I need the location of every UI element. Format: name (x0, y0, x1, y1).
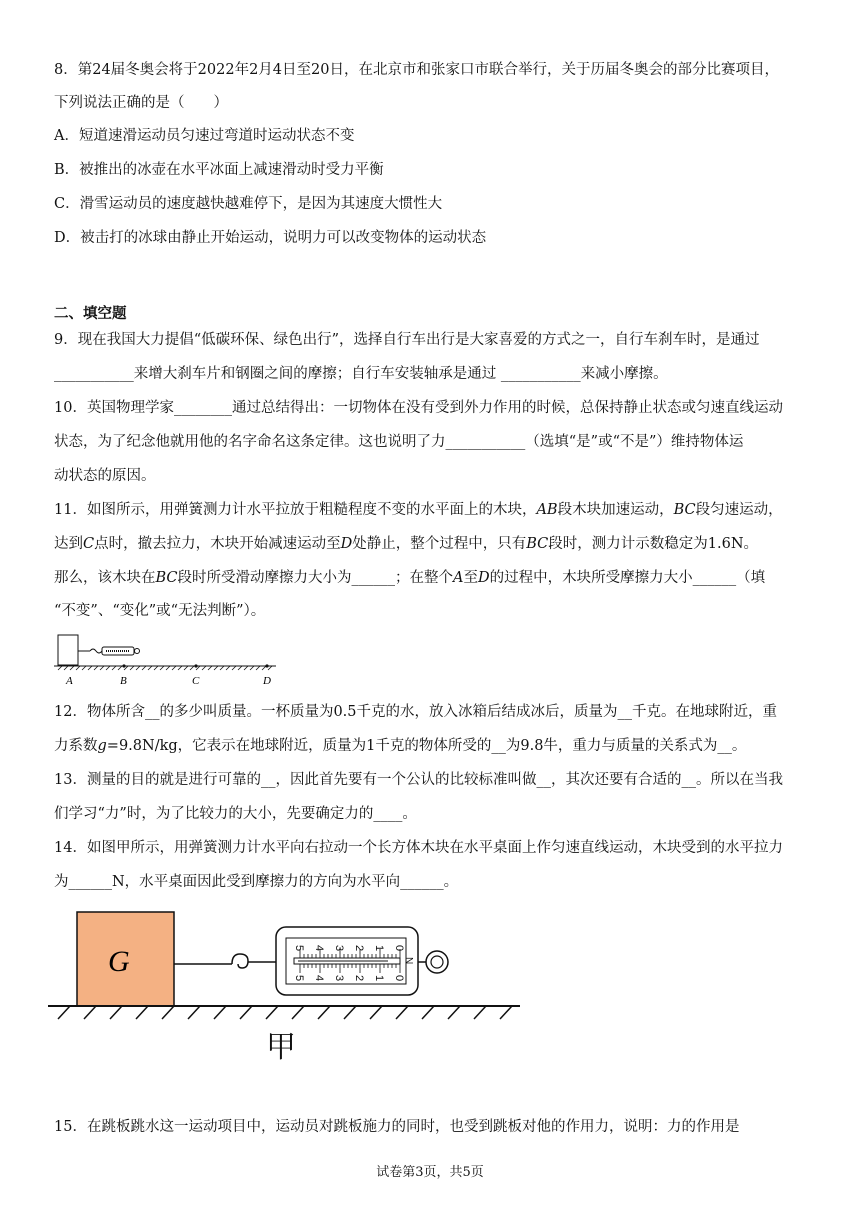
q14-scale-unit: N (403, 957, 414, 965)
q14-scale-2-bottom: 2 (353, 975, 365, 982)
q8-line-2: 下列说法正确的是（ ） (54, 95, 228, 111)
q13-line-2: 们学习“力”时，为了比较力的大小，先要确定力的____。 (54, 806, 417, 822)
q12-line-1: 12．物体所含__的多少叫质量。一杯质量为0.5千克的水，放入冰箱后结成冰后，质量为__千克。在地球附近，重 (54, 704, 778, 720)
q14-figure (48, 905, 528, 1070)
q14-scale-3-top: 3 (333, 945, 345, 952)
q14-block-label: G (108, 945, 130, 978)
page-footer: 试卷第3页，共5页 (376, 1165, 484, 1180)
q11-label-d: D (263, 675, 271, 687)
q14-line-1: 14．如图甲所示，用弹簧测力计水平向右拉动一个长方体木块在水平桌面上作匀速直线运动，木块受到的水平拉力 (54, 840, 783, 856)
q14-scale-4-top: 4 (313, 945, 325, 952)
q14-scale-1-bottom: 1 (373, 975, 385, 982)
q11-figure (54, 632, 284, 688)
q14-scale-0-bottom: 0 (393, 975, 405, 982)
q14-scale-2-top: 2 (353, 945, 365, 952)
q11-line-2: 达到C点时，撤去拉力，木块开始减速运动至D处静止，整个过程中，只有BC段时，测力计示数稳定为1.6N。 (54, 536, 759, 552)
q8-option-c: C．滑雪运动员的速度越快越难停下，是因为其速度大惯性大 (54, 196, 443, 212)
q11-line-4: “不变”、“变化”或“无法判断”）。 (54, 603, 266, 619)
q11-line-3: 那么，该木块在BC段时所受滑动摩擦力大小为______；在整个A至D的过程中，木块所受摩擦力大小______（填 (54, 570, 766, 586)
q14-scale-3-bottom: 3 (333, 975, 345, 982)
q9-line-2: ___________来增大刹车片和钢圈之间的摩擦；自行车安装轴承是通过 ___________来减小摩擦。 (54, 366, 668, 382)
q14-scale-1-top: 1 (373, 945, 385, 952)
q15-line-1: 15．在跳板跳水这一运动项目中，运动员对跳板施力的同时，也受到跳板对他的作用力，说明：力的作用是 (54, 1119, 740, 1135)
q11-label-b: B (120, 675, 127, 687)
q8-option-d: D．被击打的冰球由静止开始运动，说明力可以改变物体的运动状态 (54, 230, 487, 246)
q13-line-1: 13．测量的目的就是进行可靠的__，因此首先要有一个公认的比较标准叫做__，其次还要有合适的__。所以在当我 (54, 772, 783, 788)
q14-line-2: 为______N，水平桌面因此受到摩擦力的方向为水平向______。 (54, 874, 459, 890)
q8-option-a: A．短道速滑运动员匀速过弯道时运动状态不变 (54, 128, 355, 144)
q8-line-1: 8．第24届冬奥会将于2022年2月4日至20日，在北京市和张家口市联合举行，关于历届冬奥会的部分比赛项目， (54, 62, 779, 78)
q14-scale-5-top: 5 (293, 945, 305, 952)
q14-scale-5-bottom: 5 (293, 975, 305, 982)
q11-label-a: A (66, 675, 73, 687)
q14-caption: 甲 (266, 1030, 296, 1065)
q10-line-2: 状态，为了纪念他就用他的名字命名这条定律。这也说明了力___________（选填“是”或“不是”）维持物体运 (54, 434, 744, 450)
q11-label-c: C (192, 675, 200, 687)
q10-line-3: 动状态的原因。 (54, 468, 156, 484)
q11-line-1: 11．如图所示，用弹簧测力计水平拉放于粗糙程度不变的水平面上的木块，AB段木块加速运动，BC段匀速运动， (54, 502, 783, 518)
q10-line-1: 10．英国物理学家________通过总结得出：一切物体在没有受到外力作用的时候，总保持静止状态或匀速直线运动 (54, 400, 783, 416)
q12-line-2: 力系数g=9.8N/kg，它表示在地球附近，质量为1千克的物体所受的__为9.8牛，重力与质量的关系式为__。 (54, 738, 747, 754)
q9-line-1: 9．现在我国大力提倡“低碳环保、绿色出行”，选择自行车出行是大家喜爱的方式之一，自行车刹车时，是通过 (54, 332, 760, 348)
section-title: 二、填空题 (54, 305, 127, 322)
q14-scale-4-bottom: 4 (313, 975, 325, 982)
q14-scale-0-top: 0 (393, 945, 405, 952)
q8-option-b: B．被推出的冰壶在水平冰面上减速滑动时受力平衡 (54, 162, 384, 178)
q11-block (58, 635, 78, 665)
